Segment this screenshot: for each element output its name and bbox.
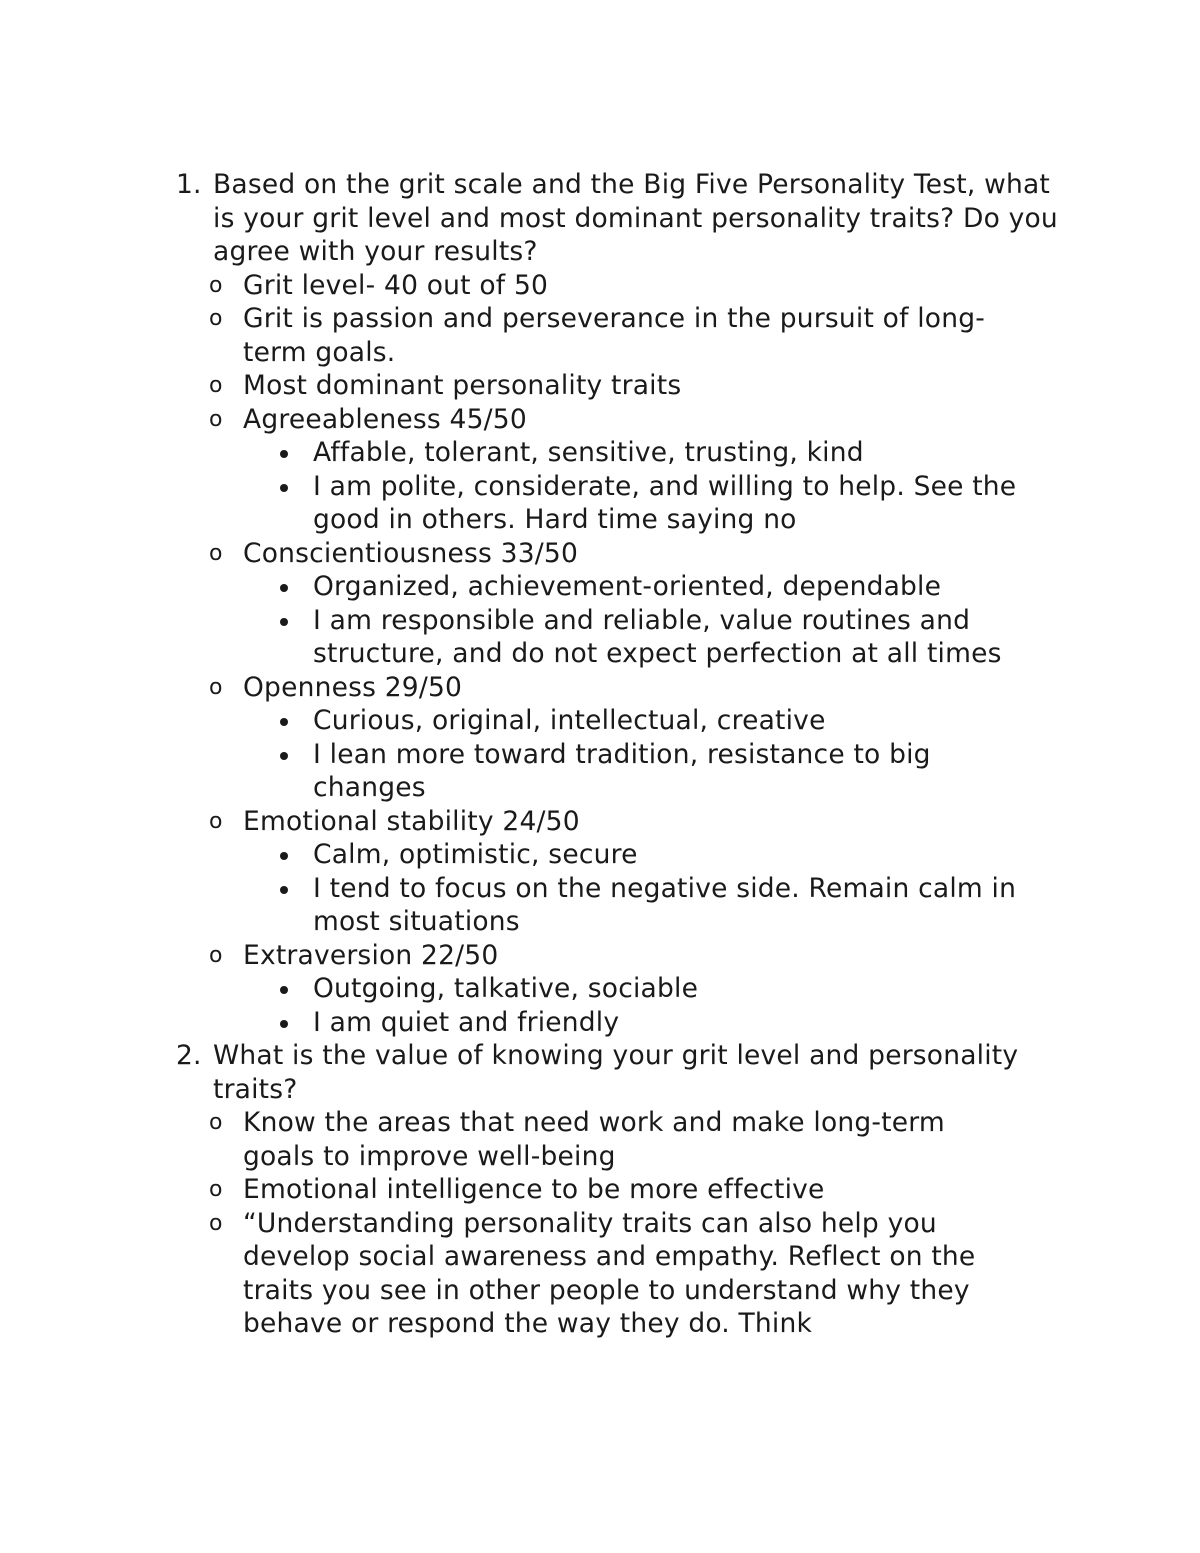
list-item-text: Know the areas that need work and make long-term goals to improve well-being (243, 1107, 945, 1172)
bullet-dot-icon (280, 752, 288, 760)
bullet-dot-icon (280, 986, 288, 994)
list-item-text: Emotional stability 24/50 (243, 805, 580, 837)
sub-list-item (313, 1006, 1023, 1040)
sub-list-item (313, 704, 1023, 738)
trait-openness (209, 671, 1021, 705)
list-item-text: Openness 29/50 (243, 671, 463, 703)
bullet-dot-icon (280, 484, 288, 492)
sub-list-item-text: Outgoing, talkative, sociable (313, 973, 699, 1004)
trait-agreeableness (209, 403, 1021, 437)
sub-list-item (313, 604, 1023, 671)
sub-list-item (313, 838, 1023, 872)
circle-bullet-icon: o (209, 942, 223, 968)
list-item (209, 269, 1021, 303)
bullet-dot-icon (280, 886, 288, 894)
bullet-dot-icon (280, 450, 288, 458)
list-item-text: Most dominant personality traits (243, 370, 682, 401)
list-item-text: Emotional intelligence to be more effective (243, 1174, 825, 1205)
trait-extraversion (209, 939, 1021, 973)
bullet-dot-icon (280, 618, 288, 626)
sub-list-item (313, 972, 1023, 1006)
list-item-text: “Understanding personality traits can also help you develop social awareness and empathy. Reflect on the traits you see in other people to understand why they behave or respond the way they do. Think (243, 1207, 976, 1339)
list-item (209, 302, 1021, 369)
sub-list-item (313, 470, 1023, 537)
sub-list-item (313, 738, 1023, 805)
sub-list-item-text: I am quiet and friendly (313, 1006, 620, 1038)
circle-bullet-icon: o (209, 306, 223, 331)
circle-bullet-icon: o (209, 406, 223, 432)
list-item (209, 1173, 1021, 1207)
sub-list-item-text: Calm, optimistic, secure (313, 839, 638, 870)
list-item-text: Grit is passion and perseverance in the pursuit of long-term goals. (243, 303, 985, 368)
bullet-dot-icon (280, 1020, 288, 1028)
circle-bullet-icon: o (209, 1177, 223, 1202)
circle-bullet-icon: o (209, 1210, 223, 1236)
list-item (209, 369, 1021, 403)
list-item (209, 1207, 1021, 1341)
sub-list-item-text: Organized, achievement-oriented, dependable (313, 571, 942, 602)
list-item-text: Agreeableness 45/50 (243, 403, 527, 435)
question-1 (172, 168, 1062, 269)
circle-bullet-icon: o (209, 1110, 223, 1135)
circle-bullet-icon: o (209, 540, 223, 566)
sub-list-item-text: I am responsible and reliable, value routines and structure, and do not expect perfection at all times (313, 604, 1002, 669)
question-text: Based on the grit scale and the Big Five Personality Test, what is your grit level and most dominant personality traits? Do you agree with your results? (213, 169, 1058, 267)
question-text: What is the value of knowing your grit level and personality traits? (213, 1040, 1019, 1105)
question-number: 1. (176, 169, 202, 200)
circle-bullet-icon: o (209, 808, 223, 834)
sub-list-item-text: I am polite, considerate, and willing to help. See the good in others. Hard time saying no (313, 470, 1017, 535)
sub-list-item-text: Curious, original, intellectual, creative (313, 705, 826, 736)
document-body (172, 168, 1072, 1341)
trait-conscientiousness (209, 537, 1021, 571)
question-number: 2. (176, 1040, 202, 1071)
sub-list-item-text: I lean more toward tradition, resistance to big changes (313, 738, 931, 803)
trait-emotional-stability (209, 805, 1021, 839)
list-item (209, 1106, 1021, 1173)
bullet-dot-icon (280, 852, 288, 860)
circle-bullet-icon: o (209, 272, 223, 298)
question-2 (172, 1039, 1062, 1106)
sub-list-item (313, 570, 1023, 604)
sub-list-item (313, 872, 1023, 939)
circle-bullet-icon: o (209, 373, 223, 398)
list-item-text: Extraversion 22/50 (243, 939, 499, 971)
sub-list-item-text: I tend to focus on the negative side. Remain calm in most situations (313, 872, 1017, 937)
bullet-dot-icon (280, 584, 288, 592)
sub-list-item (313, 436, 1023, 470)
sub-list-item-text: Affable, tolerant, sensitive, trusting, kind (313, 437, 864, 468)
circle-bullet-icon: o (209, 674, 223, 700)
list-item-text: Grit level- 40 out of 50 (243, 269, 549, 301)
bullet-dot-icon (280, 718, 288, 726)
list-item-text: Conscientiousness 33/50 (243, 537, 579, 569)
